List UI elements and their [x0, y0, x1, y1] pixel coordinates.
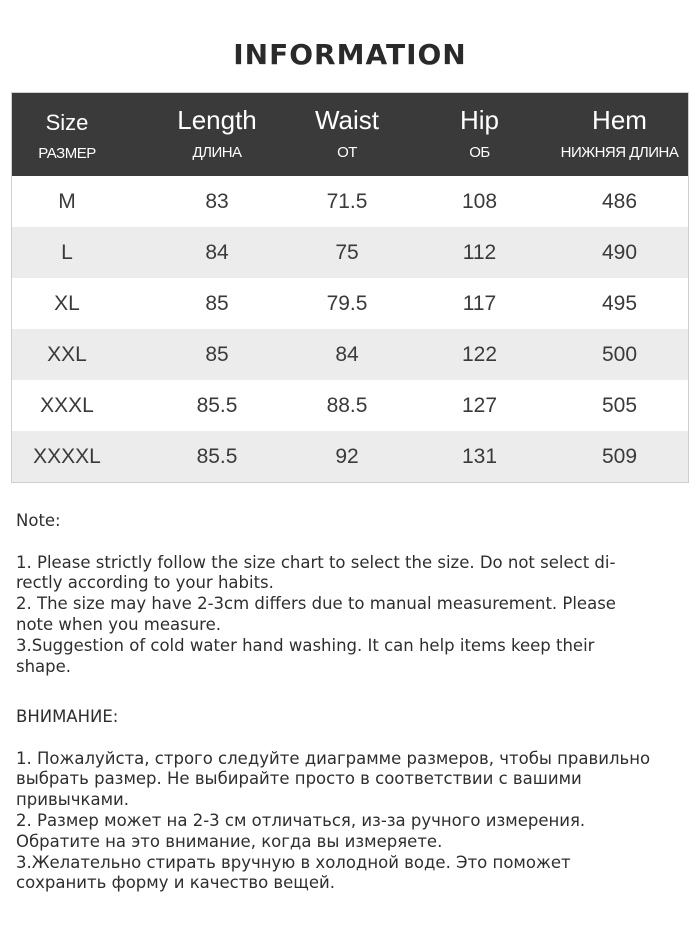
- table-row: [12, 227, 688, 278]
- cell-waist: 88.5: [326, 394, 368, 417]
- cell-hip: 127: [461, 394, 498, 417]
- note-line: Обратите на это внимание, когда вы измеряете.: [16, 831, 443, 851]
- note-russian: [16, 707, 696, 894]
- header-hem-ru: НИЖНЯЯ ДЛИНА: [560, 144, 679, 161]
- cell-length: 85.5: [196, 445, 238, 468]
- cell-length: 85: [205, 292, 229, 315]
- cell-size: XXL: [47, 343, 87, 366]
- cell-hip: 112: [462, 241, 497, 264]
- note-line: note when you measure.: [16, 614, 221, 634]
- note-line: shape.: [16, 656, 72, 676]
- cell-waist: 84: [335, 343, 359, 366]
- note-line: выбрать размер. Не выбирайте просто в соответствии с вашими: [16, 769, 582, 789]
- page-title: INFORMATION: [233, 38, 467, 71]
- cell-hem: 495: [601, 292, 638, 315]
- header-length: [147, 93, 287, 176]
- note-heading-en: Note:: [16, 511, 61, 530]
- cell-hem: 490: [601, 241, 638, 264]
- table-row: [12, 278, 688, 329]
- note-line: привычками.: [16, 790, 129, 810]
- header-hip: [417, 93, 542, 176]
- header-waist-ru: ОТ: [337, 144, 357, 161]
- note-spacer: [16, 728, 696, 749]
- table-header: [12, 93, 688, 176]
- header-hem: [547, 93, 692, 176]
- note-line: rectly according to your habits.: [16, 573, 274, 593]
- cell-waist: 71.5: [326, 190, 368, 213]
- header-size-ru: РАЗМЕР: [38, 145, 96, 162]
- note-line: 3.Suggestion of cold water hand washing. It can help items keep their: [16, 635, 595, 655]
- cell-hip: 131: [461, 445, 498, 468]
- cell-length: 85.5: [196, 394, 238, 417]
- cell-size: XXXL: [40, 394, 94, 417]
- cell-size: XXXXL: [33, 445, 101, 468]
- table-row: [12, 380, 688, 431]
- header-length-ru: ДЛИНА: [192, 144, 242, 161]
- note-line: 2. The size may have 2-3cm differs due to manual measurement. Please: [16, 594, 616, 614]
- cell-hem: 500: [601, 343, 638, 366]
- header-size: [12, 93, 122, 176]
- cell-length: 83: [205, 190, 229, 213]
- cell-hip: 122: [461, 343, 498, 366]
- table-row: [12, 176, 688, 227]
- note-line: 2. Размер может на 2-3 см отличаться, из-за ручного измерения.: [16, 810, 586, 830]
- note-heading-ru: ВНИМАНИЕ:: [16, 707, 119, 726]
- note-line: 1. Please strictly follow the size chart to select the size. Do not select di-: [16, 552, 616, 572]
- note-line: 1. Пожалуйста, строго следуйте диаграмме размеров, чтобы правильно: [16, 748, 651, 768]
- header-hem-en: Hem: [592, 105, 647, 135]
- size-chart-table: [11, 92, 689, 483]
- cell-hem: 509: [601, 445, 638, 468]
- header-size-en: Size: [45, 110, 89, 135]
- cell-hem: 486: [601, 190, 638, 213]
- cell-waist: 75: [335, 241, 359, 264]
- header-length-en: Length: [177, 105, 257, 135]
- header-hip-en: Hip: [459, 105, 499, 135]
- cell-size: L: [61, 241, 73, 264]
- cell-hip: 108: [461, 190, 498, 213]
- header-waist-en: Waist: [314, 105, 380, 135]
- table-row: [12, 431, 688, 482]
- note-line: 3.Желательно стирать вручную в холодной воде. Это поможет: [16, 852, 571, 872]
- cell-waist: 79.5: [326, 292, 368, 315]
- cell-hem: 505: [601, 394, 638, 417]
- header-hip-ru: ОБ: [469, 144, 490, 161]
- cell-length: 84: [205, 241, 229, 264]
- note-line: сохранить форму и качество вещей.: [16, 873, 335, 893]
- cell-size: XL: [54, 292, 80, 315]
- header-waist: [282, 93, 412, 176]
- table-row: [12, 329, 688, 380]
- cell-length: 85: [205, 343, 229, 366]
- cell-size: M: [58, 190, 76, 213]
- cell-hip: 117: [462, 292, 497, 315]
- note-spacer: [16, 532, 696, 553]
- note-english: [16, 511, 696, 677]
- cell-waist: 92: [335, 445, 359, 468]
